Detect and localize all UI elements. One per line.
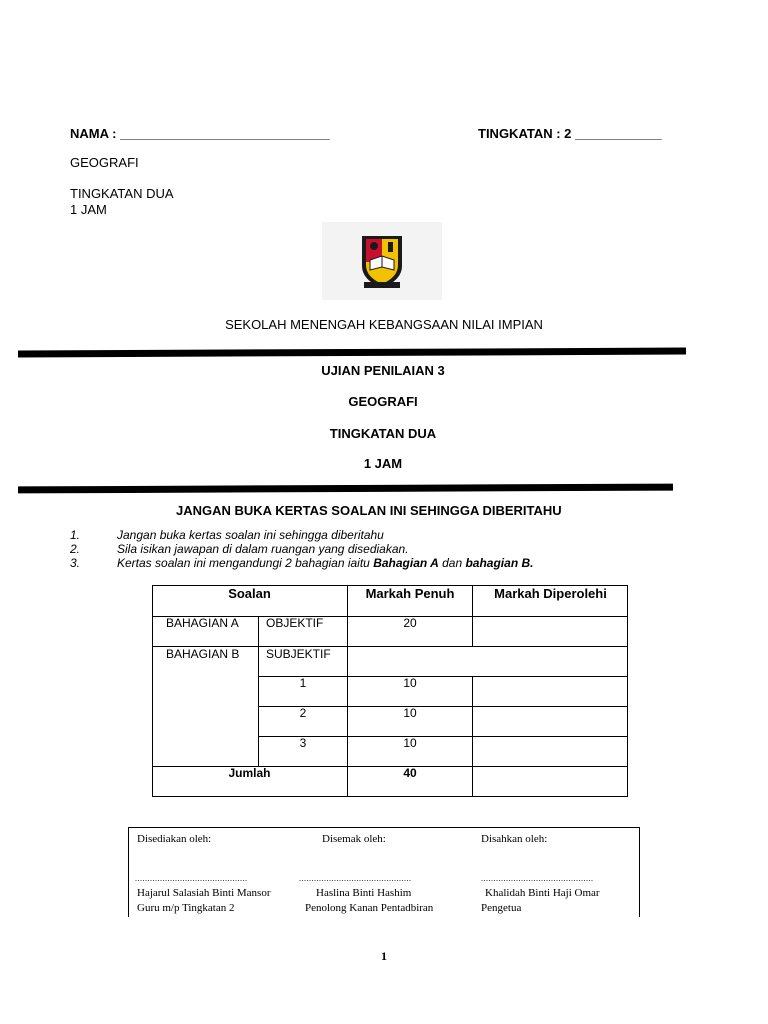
header-full-marks: Markah Penuh xyxy=(365,586,455,601)
exam-duration: 1 JAM xyxy=(363,456,403,471)
subject-text: GEOGRAFI xyxy=(70,155,139,170)
prepared-by-title: Guru m/p Tingkatan 2 xyxy=(137,902,235,914)
question-number: 3 xyxy=(299,736,307,750)
full-mark-value: 10 xyxy=(403,736,417,750)
instructions-heading: JANGAN BUKA KERTAS SOALAN INI SEHINGGA DIBERITAHU xyxy=(176,503,562,518)
instruction-number: 1. xyxy=(70,528,81,542)
school-crest-icon xyxy=(322,222,442,300)
full-mark-value: 10 xyxy=(403,676,417,690)
total-value: 40 xyxy=(403,766,417,780)
instruction-text-part: Kertas soalan ini mengandungi 2 bahagian iaitu xyxy=(117,556,374,570)
checked-by-label: Disemak oleh: xyxy=(322,833,386,845)
signature-line: ............................................. xyxy=(135,874,248,883)
exam-title: UJIAN PENILAIAN 3 xyxy=(321,363,445,378)
marks-table xyxy=(152,585,628,797)
form-field-label: TINGKATAN : 2 ____________ xyxy=(478,126,662,141)
exam-form: TINGKATAN DUA xyxy=(329,426,437,441)
instruction-text xyxy=(117,556,534,570)
instruction-number: 2. xyxy=(70,542,81,556)
question-number: 2 xyxy=(299,706,307,720)
approved-by-name: Khalidah Binti Haji Omar xyxy=(485,887,600,899)
instruction-text-part: . xyxy=(530,556,534,570)
obtained-mark-cell[interactable] xyxy=(473,677,627,706)
name-field-label: NAMA : _____________________________ xyxy=(70,126,330,141)
obtained-mark-cell[interactable] xyxy=(473,616,627,646)
school-logo xyxy=(322,222,442,300)
instruction-bold-b: bahagian B xyxy=(465,556,531,570)
section-b-label: BAHAGIAN B xyxy=(166,647,240,661)
school-name xyxy=(0,317,768,332)
checked-by-title: Penolong Kanan Pentadbiran xyxy=(305,902,434,914)
instruction-number: 3. xyxy=(70,556,81,570)
header-soalan: Soalan xyxy=(228,586,271,601)
checked-by-name: Haslina Binti Hashim xyxy=(316,887,412,899)
prepared-by-label: Disediakan oleh: xyxy=(137,833,212,845)
section-a-label: BAHAGIAN A xyxy=(166,616,239,630)
part-label: SUBJEKTIF xyxy=(266,647,331,661)
exam-subject: GEOGRAFI xyxy=(348,394,418,409)
school-name-text: SEKOLAH MENENGAH KEBANGSAAN NILAI IMPIAN xyxy=(225,317,543,332)
part-label: OBJEKTIF xyxy=(266,616,324,630)
bottom-divider xyxy=(18,484,673,494)
instruction-text-part: dan xyxy=(438,556,466,570)
instruction-bold-a: Bahagian A xyxy=(373,556,439,570)
top-divider xyxy=(18,348,686,358)
signature-line: ............................................. xyxy=(481,874,594,883)
obtained-mark-cell[interactable] xyxy=(473,707,627,736)
full-mark-value: 20 xyxy=(403,616,417,630)
instruction-text: Sila isikan jawapan di dalam ruangan yang disediakan. xyxy=(117,542,409,556)
header-marks-obtained: Markah Diperolehi xyxy=(494,586,607,601)
form-text: TINGKATAN DUA xyxy=(70,186,174,201)
signature-box xyxy=(128,827,640,917)
signature-line: ............................................. xyxy=(299,874,412,883)
full-mark-value: 10 xyxy=(403,706,417,720)
approved-by-title: Pengetua xyxy=(481,902,522,914)
approved-by-label: Disahkan oleh: xyxy=(481,833,548,845)
prepared-by-name: Hajarul Salasiah Binti Mansor xyxy=(137,887,271,899)
total-obtained-cell[interactable] xyxy=(473,767,627,796)
total-label: Jumlah xyxy=(228,766,271,780)
instruction-text: Jangan buka kertas soalan ini sehingga diberitahu xyxy=(117,528,384,542)
duration-text: 1 JAM xyxy=(70,202,107,217)
obtained-mark-cell[interactable] xyxy=(473,737,627,766)
page-number: 1 xyxy=(381,949,387,963)
question-number: 1 xyxy=(299,676,307,690)
